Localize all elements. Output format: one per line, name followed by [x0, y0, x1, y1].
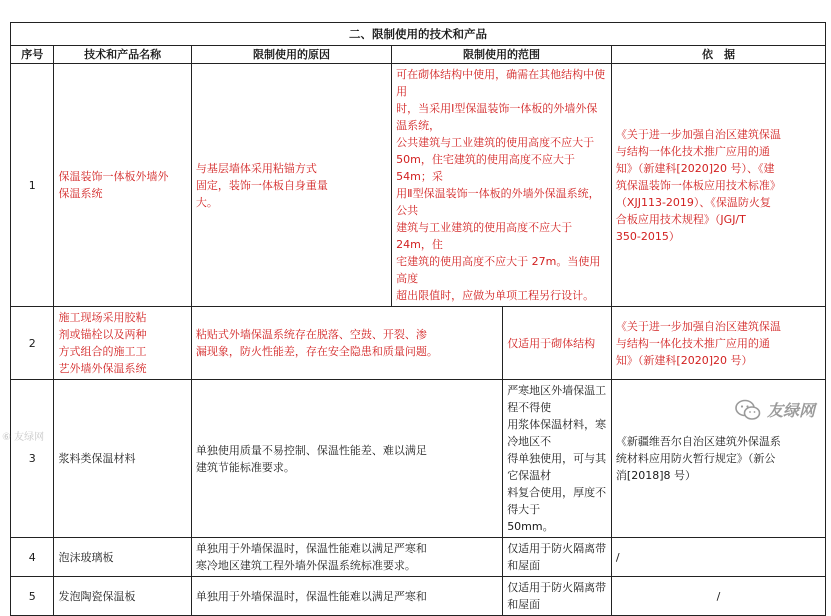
header-name: 技术和产品名称 [54, 46, 191, 64]
header-basis: 依 据 [611, 46, 825, 64]
row-name: 浆料类保温材料 [54, 380, 191, 538]
row-num: 3 [11, 380, 54, 538]
row-num: 1 [11, 64, 54, 307]
row-num: 2 [11, 307, 54, 380]
table-row [11, 64, 826, 307]
row-basis: 《关于进一步加强自治区建筑保温 与结构一体化技术推广应用的通 知》（新建科[2020]20 号）、《建 筑保温装饰一体板应用技术标准》 （XJJ113-2019）、《保温防火复 合板应用技术规程》（JGJ/T 350-2015） [611, 64, 825, 307]
table-row [11, 538, 826, 577]
row-scope: 仅适用于防火隔离带和屋面 [503, 577, 612, 616]
row-reason: 与基层墙体采用粘锚方式 固定，装饰一体板自身重量 大。 [191, 64, 391, 307]
row-reason: 单独用于外墙保温时，保温性能难以满足严寒和 [191, 577, 502, 616]
header-reason: 限制使用的原因 [191, 46, 391, 64]
row-basis: 《关于进一步加强自治区建筑保温 与结构一体化技术推广应用的通 知》（新建科[2020]20 号） [611, 307, 825, 380]
row-name: 施工现场采用胶粘 剂或锚栓以及两种 方式组合的施工工 艺外墙外保温系统 [54, 307, 191, 380]
header-num: 序号 [11, 46, 54, 64]
table-row [11, 577, 826, 616]
watermark-right-text: 友绿网 [766, 401, 815, 420]
row-num: 4 [11, 538, 54, 577]
table-row [11, 307, 826, 380]
watermark-right [735, 398, 815, 421]
row-name: 发泡陶瓷保温板 [54, 577, 191, 616]
row-name: 泡沫玻璃板 [54, 538, 191, 577]
row-reason: 单独用于外墙保温时，保温性能难以满足严寒和 寒冷地区建筑工程外墙外保温系统标准要求。 [191, 538, 502, 577]
row-basis: 《新疆维吾尔自治区建筑外保温系 统材料应用防火暂行规定》（新公 消[2018]8 号） [611, 380, 825, 538]
row-scope: 可在砌体结构中使用，确需在其他结构中使用 时，当采用Ⅰ型保温装饰一体板的外墙外保温系统， 公共建筑与工业建筑的使用高度不应大于 50m，住宅建筑的使用高度不应大于 54m；采 用Ⅱ型保温装饰一体板的外墙外保温系统，公共 建筑与工业建筑的使用高度不应大于 24m，住 宅建筑的使用高度不应大于 27m。当使用高度 超出限值时，应做为单项工程另行设计。 [392, 64, 612, 307]
row-name: 保温装饰一体板外墙外 保温系统 [54, 64, 191, 307]
row-num: 5 [11, 577, 54, 616]
header-scope: 限制使用的范围 [392, 46, 612, 64]
row-reason: 单独使用质量不易控制、保温性能差、难以满足 建筑节能标准要求。 [191, 380, 502, 538]
row-reason: 粘贴式外墙保温系统存在脱落、空鼓、开裂、渗 漏现象，防火性能差，存在安全隐患和质量问题。 [191, 307, 502, 380]
row-scope: 严寒地区外墙保温工程不得使 用浆体保温材料，寒冷地区不 得单独使用，可与其它保温材 料复合使用，厚度不得大于 50mm。 [503, 380, 612, 538]
row-basis: / [611, 538, 825, 577]
wechat-logo-icon [735, 399, 761, 421]
restricted-tech-table [10, 22, 826, 616]
watermark-left: ⑥ 友绿网 [2, 432, 45, 443]
row-scope: 仅适用于砌体结构 [503, 307, 612, 380]
table-header-row [11, 46, 826, 64]
table-row [11, 380, 826, 538]
section-title: 二、限制使用的技术和产品 [11, 23, 826, 46]
row-basis: / [611, 577, 825, 616]
row-scope: 仅适用于防火隔离带和屋面 [503, 538, 612, 577]
